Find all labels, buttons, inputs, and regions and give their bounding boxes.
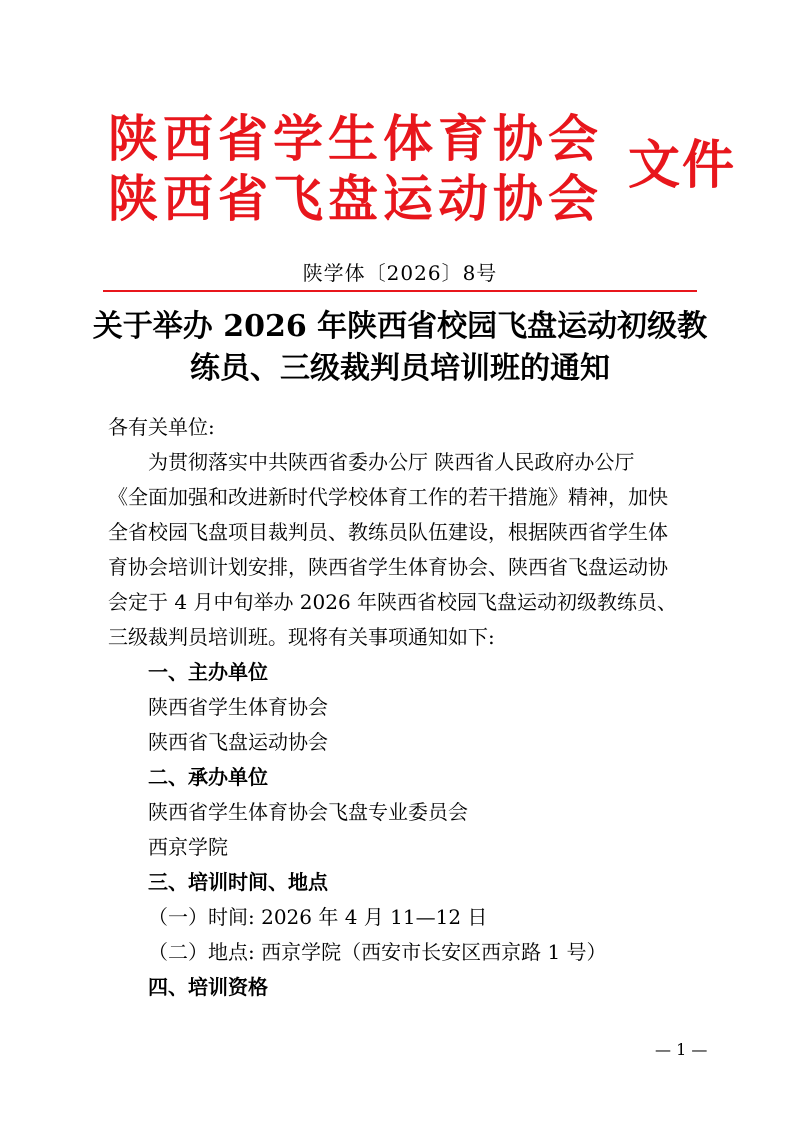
document-number: 陕学体〔2026〕8号 [302, 261, 498, 285]
issuing-org-1: 陕西省学生体育协会 [108, 110, 603, 168]
title-line-1: 关于举办 2026 年陕西省校园飞盘运动初级教 [92, 309, 708, 344]
section-heading-eligibility: 四、培训资格 [148, 975, 268, 999]
time-item: （一）时间: 2026 年 4 月 11—12 日 [148, 905, 488, 929]
document-body [108, 410, 708, 1005]
intro-line-2: 《全面加强和改进新时代学校体育工作的若干措施》精神，加快 [108, 485, 668, 509]
organizer-item: 陕西省学生体育协会 [148, 695, 328, 719]
host-item: 西京学院 [148, 835, 228, 859]
intro-line-4: 育协会培训计划安排，陕西省学生体育协会、陕西省飞盘运动协 [108, 555, 668, 579]
document-type: 文件 [628, 136, 737, 196]
section-heading-time-place: 三、培训时间、地点 [148, 870, 328, 894]
intro-line-5: 会定于 4 月中旬举办 2026 年陕西省校园飞盘运动初级教练员、 [108, 590, 678, 614]
document-title [0, 306, 800, 390]
page-number: — 1 — [655, 1040, 708, 1059]
section-heading-organizer: 一、主办单位 [148, 660, 268, 684]
salutation: 各有关单位: [108, 415, 215, 439]
organizer-item: 陕西省飞盘运动协会 [148, 730, 328, 754]
section-heading-host: 二、承办单位 [148, 765, 268, 789]
intro-line-3: 全省校园飞盘项目裁判员、教练员队伍建设，根据陕西省学生体 [108, 520, 668, 544]
host-item: 陕西省学生体育协会飞盘专业委员会 [148, 800, 468, 824]
place-item: （二）地点: 西京学院（西安市长安区西京路 1 号） [148, 940, 607, 964]
intro-line-1: 为贯彻落实中共陕西省委办公厅 陕西省人民政府办公厅 [148, 450, 635, 474]
intro-line-6: 三级裁判员培训班。现将有关事项通知如下: [108, 625, 495, 649]
title-line-2: 练员、三级裁判员培训班的通知 [190, 351, 610, 386]
issuing-org-2: 陕西省飞盘运动协会 [108, 170, 603, 228]
red-divider [103, 290, 697, 292]
